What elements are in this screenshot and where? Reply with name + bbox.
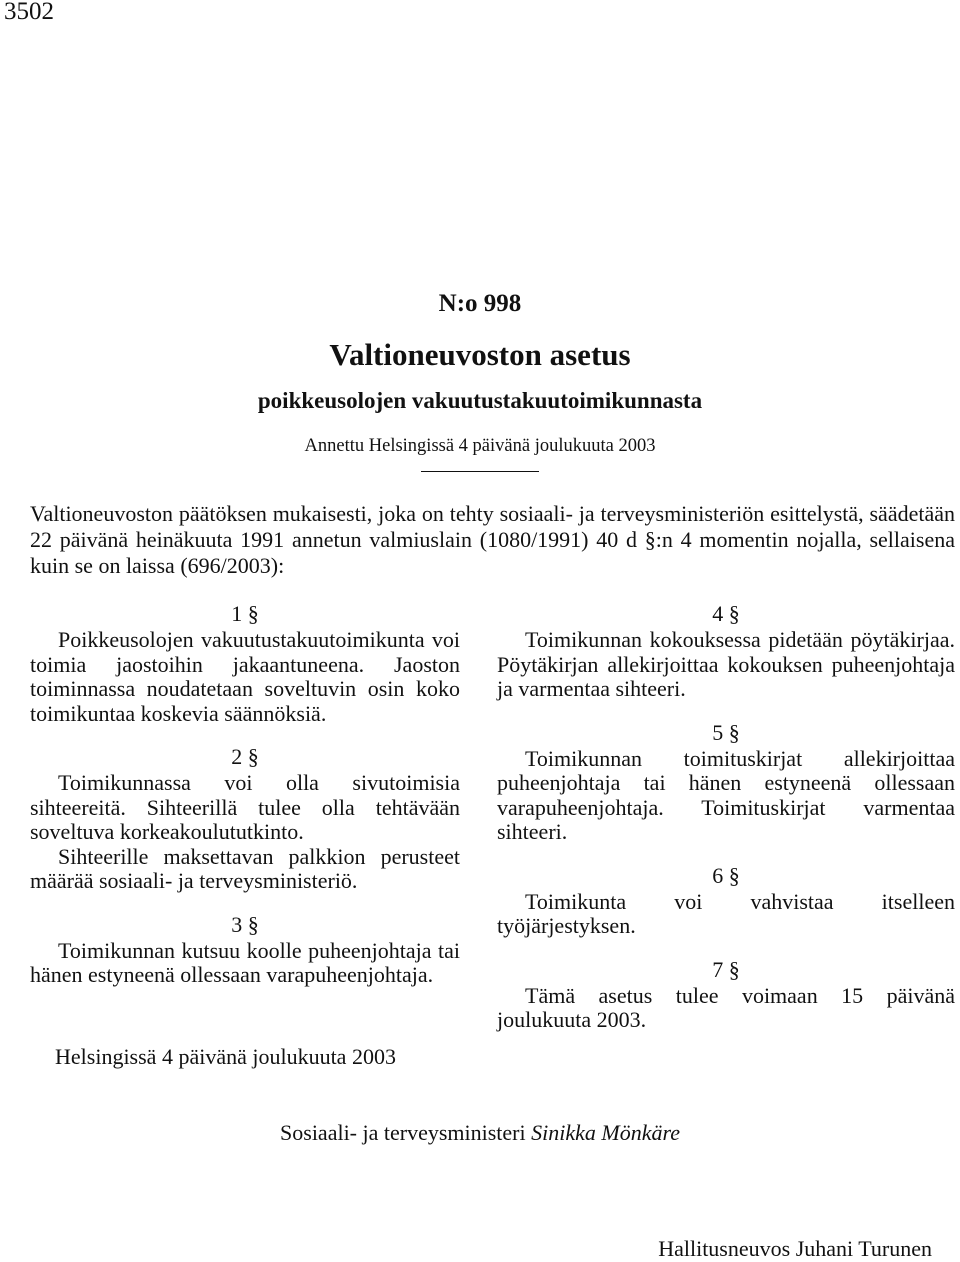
section-paragraph: Tämä asetus tulee voimaan 15 päivänä joulukuuta 2003. xyxy=(497,982,955,1032)
section-paragraph: Toimikunnassa voi olla sivutoimisia sihteereitä. Sihteerillä tulee olla tehtävään soveltuva korkeakoulututkinto. xyxy=(30,770,460,844)
issued-line: Annettu Helsingissä 4 päivänä joulukuuta 2003 xyxy=(304,436,656,456)
header-divider xyxy=(421,471,539,472)
document-subtitle: poikkeusolojen vakuutustakuutoimikunnasta xyxy=(257,388,703,413)
section-paragraph: Toimikunnan kokouksessa pidetään pöytäkirjaa. Pöytäkirjan allekirjoittaa kokouksen puheenjohtaja ja varmentaa sihteeri. xyxy=(497,627,955,701)
section-2 xyxy=(30,745,460,894)
section-text xyxy=(30,628,460,726)
section-1 xyxy=(30,602,460,726)
official-signature: Hallitusneuvos Juhani Turunen xyxy=(658,1236,932,1261)
section-4 xyxy=(497,602,955,702)
section-7 xyxy=(497,958,955,1033)
section-text xyxy=(30,939,460,988)
page-number: 3502 xyxy=(4,0,54,25)
section-heading: 5 § xyxy=(712,719,740,745)
section-heading: 3 § xyxy=(231,911,259,937)
section-heading: 1 § xyxy=(231,601,259,626)
section-text xyxy=(497,747,955,845)
section-3 xyxy=(30,913,460,988)
document-title: Valtioneuvoston asetus xyxy=(329,337,631,372)
section-text xyxy=(30,845,460,894)
right-column xyxy=(497,602,955,1052)
minister-title: Sosiaali- ja terveysministeri xyxy=(280,1120,526,1145)
preamble-text: Valtioneuvoston päätöksen mukaisesti, joka on tehty sosiaali- ja terveysministeriön esittelystä, säädetään 22 päivänä heinäkuuta 1991 annetun valmiuslain (1080/1991) 40 d §:n 4 momentin nojalla, sellaisena kuin se on laissa (696/2003): xyxy=(30,501,955,578)
section-paragraph: Toimikunta voi vahvistaa itselleen työjärjestyksen. xyxy=(497,888,955,938)
section-text xyxy=(497,984,955,1033)
section-paragraph: Toimikunnan toimituskirjat allekirjoittaa puheenjohtaja tai hänen estyneenä ollessaan varapuheenjohtaja. Toimituskirjat varmentaa sihteeri. xyxy=(497,745,955,844)
minister-name: Sinikka Mönkäre xyxy=(531,1120,680,1145)
section-5 xyxy=(497,721,955,845)
signing-place-date: Helsingissä 4 päivänä joulukuuta 2003 xyxy=(55,1044,396,1069)
minister-signature xyxy=(0,1120,960,1146)
section-heading: 4 § xyxy=(712,601,740,626)
document-number: N:o 998 xyxy=(438,290,522,317)
section-paragraph: Toimikunnan kutsuu koolle puheenjohtaja tai hänen estyneenä ollessaan varapuheenjohtaja. xyxy=(30,937,460,987)
section-heading: 7 § xyxy=(712,956,740,982)
left-column xyxy=(30,602,460,1007)
section-text xyxy=(497,628,955,702)
section-text xyxy=(497,890,955,939)
section-paragraph: Poikkeusolojen vakuutustakuutoimikunta voi toimia jaostoihin jakaantuneena. Jaoston toiminnassa noudatetaan soveltuvin osin koko toimikuntaa koskevia säännöksiä. xyxy=(30,627,460,726)
section-heading: 2 § xyxy=(231,744,259,769)
section-paragraph: Sihteerille maksettavan palkkion perusteet määrää sosiaali- ja terveysministeriö. xyxy=(30,843,460,893)
section-text xyxy=(30,771,460,845)
section-heading: 6 § xyxy=(712,862,740,888)
section-6 xyxy=(497,864,955,939)
preamble xyxy=(30,501,955,579)
